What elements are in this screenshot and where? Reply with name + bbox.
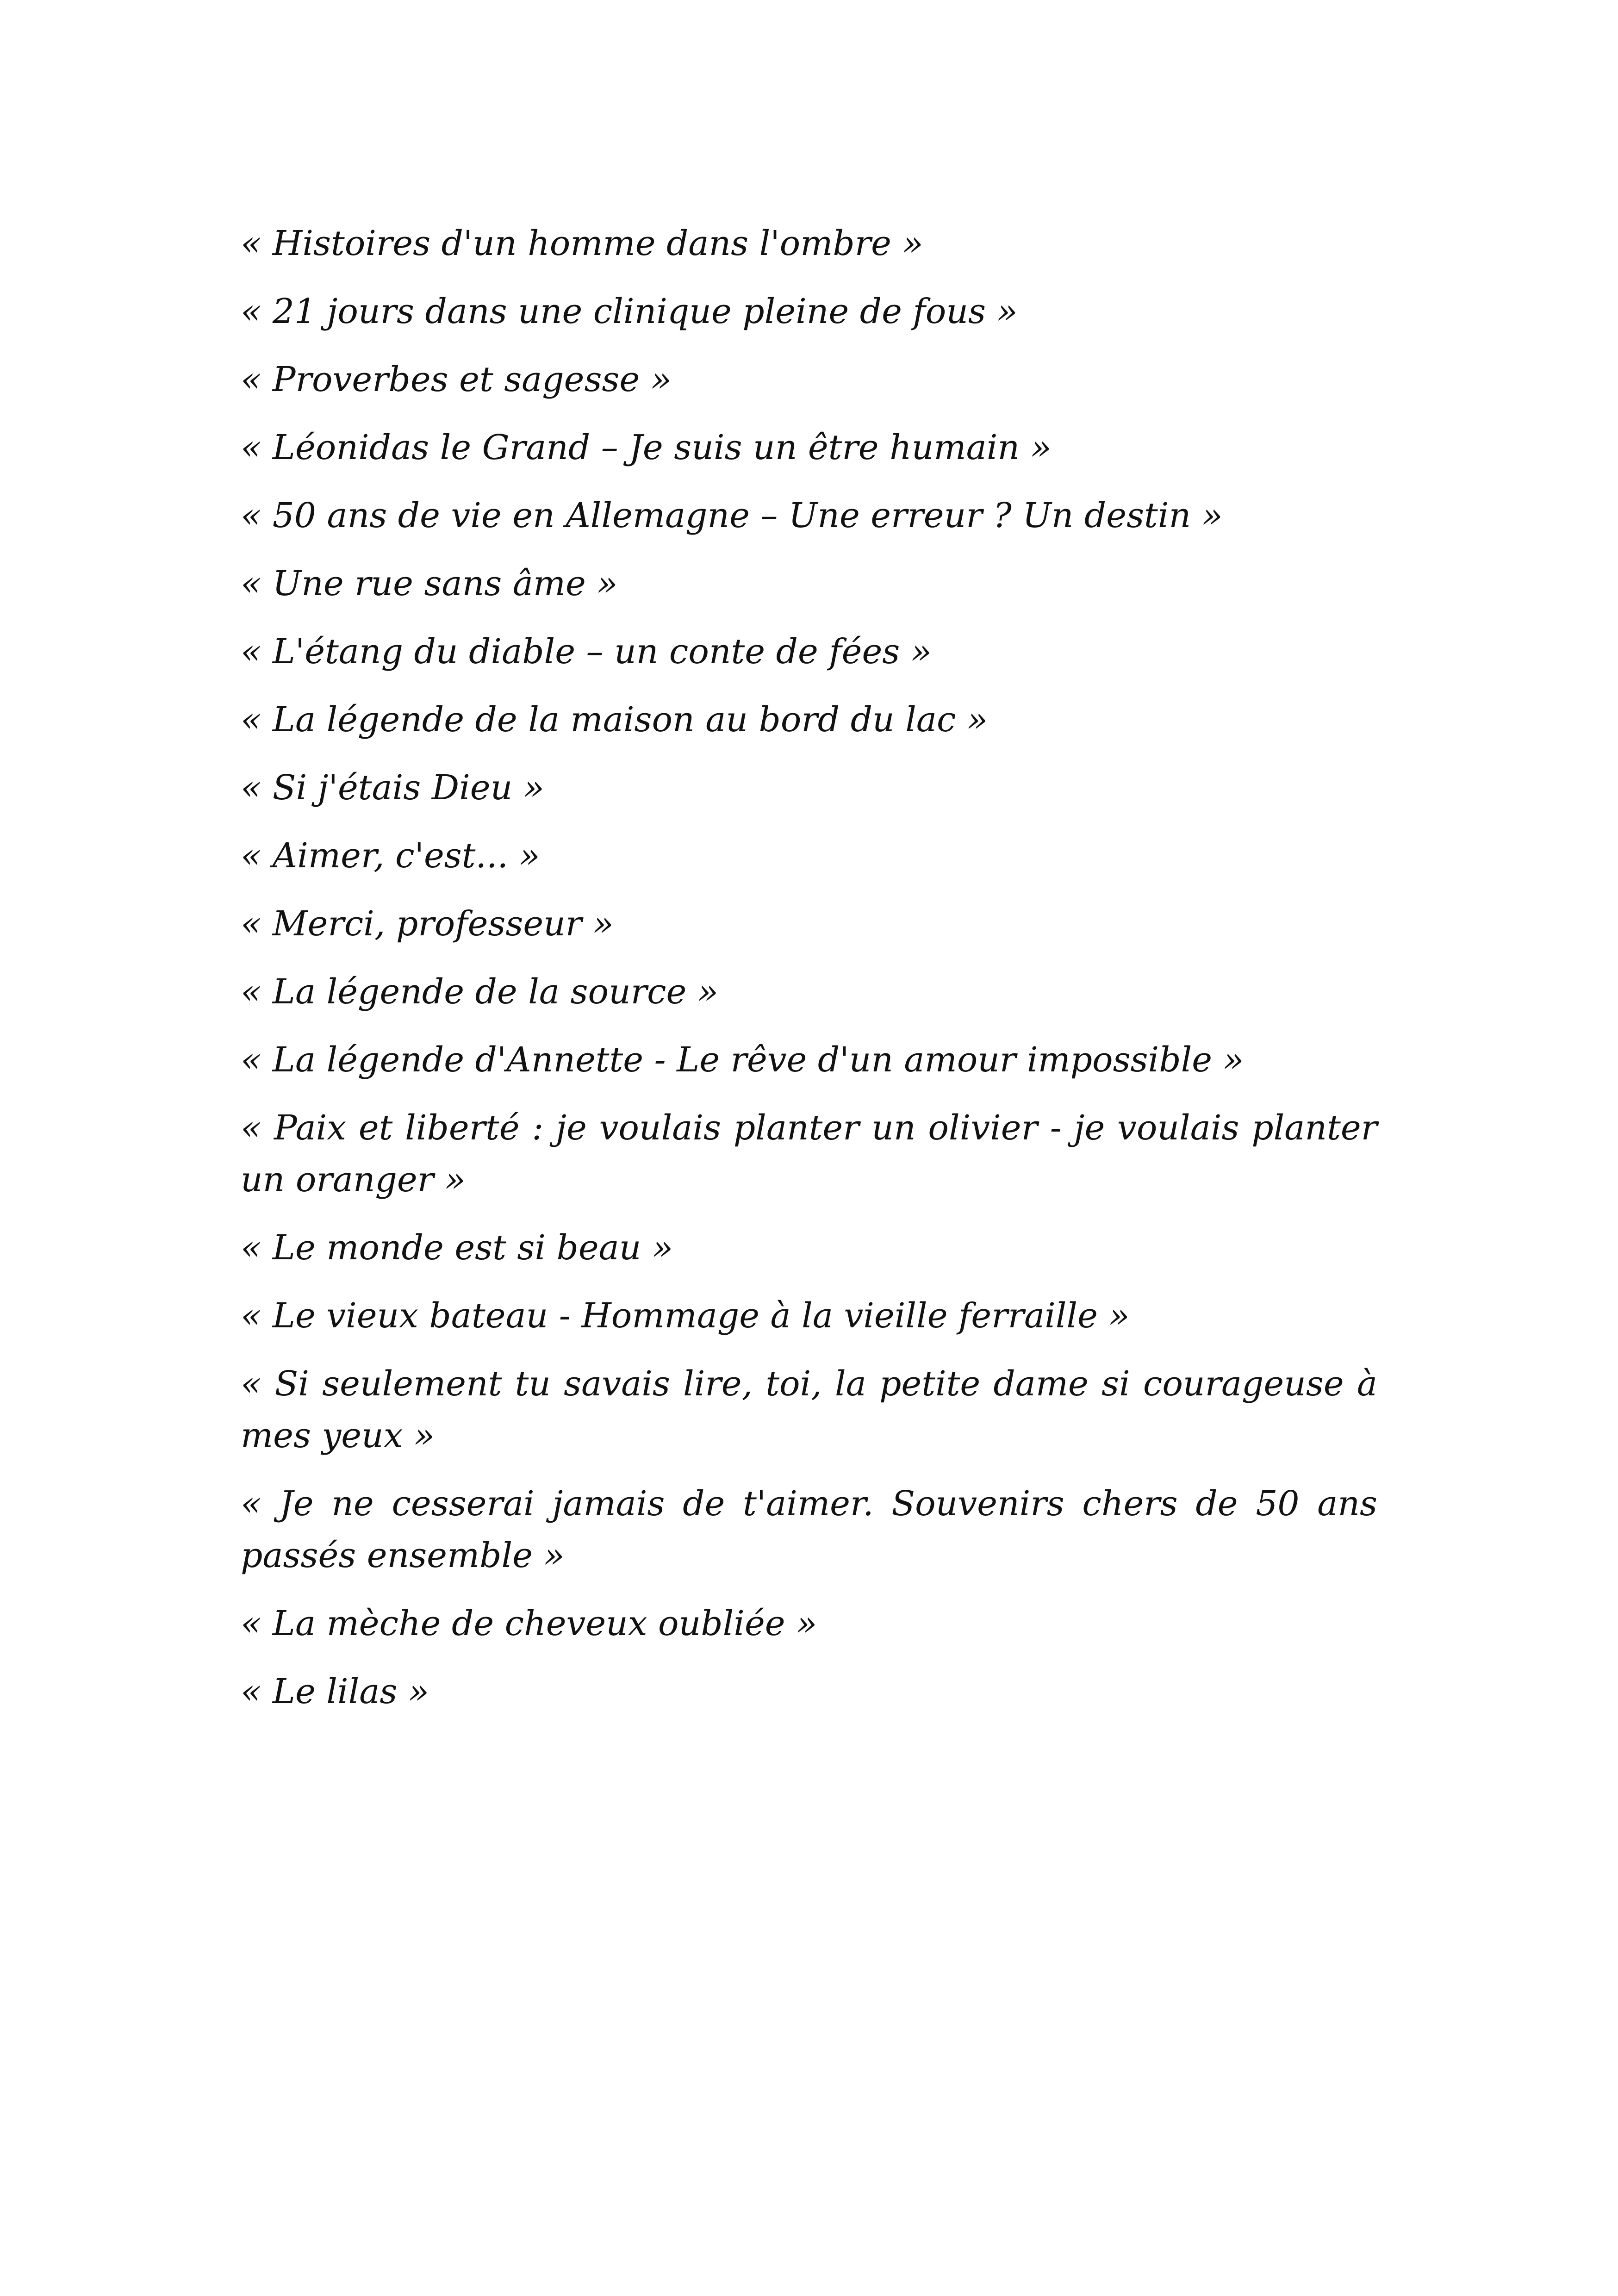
- list-item: « Histoires d'un homme dans l'ombre »: [241, 224, 923, 263]
- list-item: « La légende de la source »: [241, 972, 719, 1012]
- list-item: « L'étang du diable – un conte de fées »: [241, 632, 932, 672]
- list-item: « Aimer, c'est... »: [241, 836, 540, 876]
- list-item: « Une rue sans âme »: [241, 564, 618, 604]
- list-item: « Je ne cesserai jamais de t'aimer. Souvenirs chers de 50 ans passés ensemble »: [241, 1484, 1377, 1575]
- list-item: « 21 jours dans une clinique pleine de fous »: [241, 292, 1018, 331]
- list-item: « Léonidas le Grand – Je suis un être humain »: [241, 428, 1052, 467]
- list-item: « La légende de la maison au bord du lac »: [241, 700, 988, 740]
- list-item: « Proverbes et sagesse »: [241, 360, 672, 399]
- list-item: « La légende d'Annette - Le rêve d'un amour impossible »: [241, 1040, 1244, 1080]
- list-item: « La mèche de cheveux oubliée »: [241, 1604, 817, 1643]
- list-item: « Le monde est si beau »: [241, 1228, 673, 1268]
- list-item: « Le lilas »: [241, 1672, 429, 1711]
- list-item: « Si j'étais Dieu »: [241, 768, 545, 808]
- list-item: « Paix et liberté : je voulais planter un olivier - je voulais planter un oranger »: [241, 1108, 1377, 1200]
- list-item: « 50 ans de vie en Allemagne – Une erreur ? Un destin »: [241, 496, 1223, 535]
- list-item: « Si seulement tu savais lire, toi, la petite dame si courageuse à mes yeux »: [241, 1364, 1377, 1456]
- list-item: « Merci, professeur »: [241, 904, 614, 944]
- list-item: « Le vieux bateau - Hommage à la vieille ferraille »: [241, 1296, 1130, 1336]
- title-list: [241, 218, 1377, 1734]
